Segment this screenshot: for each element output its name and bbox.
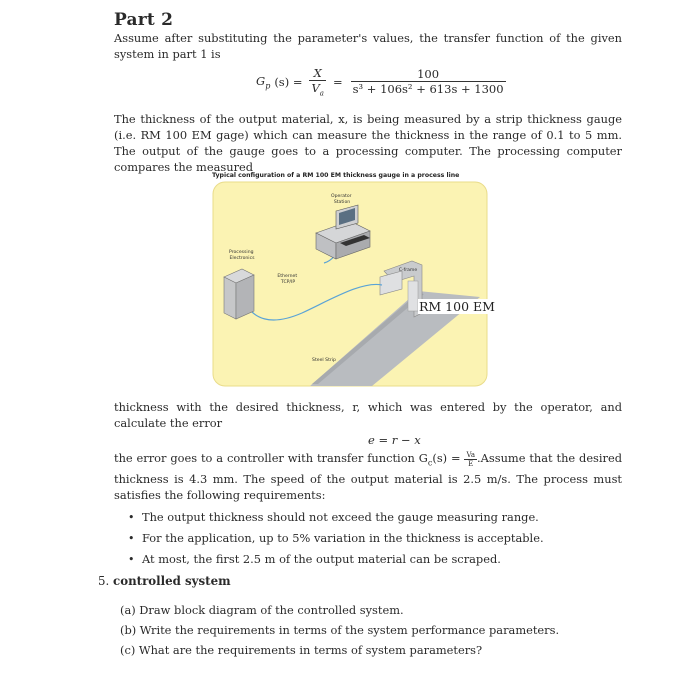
c-frame-label: C-frame [398, 268, 418, 273]
operator-station-label: Operator Station [330, 194, 352, 205]
list-item: (c) What are the requirements in terms of system parameters? [120, 643, 483, 657]
question-list [120, 600, 559, 660]
gauge-configuration-figure [212, 181, 488, 387]
intro-paragraph: Assume after substituting the parameter's values, the transfer function of the given system in part 1 is [114, 31, 622, 61]
requirements-list [128, 507, 544, 570]
list-item: • For the application, up to 5% variation in the thickness is acceptable. [128, 531, 544, 545]
processing-electronics-cabinet [224, 269, 254, 319]
section-heading: 5. controlled system [98, 574, 231, 588]
error-equation: e = r − x [368, 433, 421, 447]
rm-100-em-label: RM 100 EM [419, 299, 495, 314]
transfer-function-equation: $G_p$ (s) = $\frac{X}{V_a}$ = $\frac{100}{\text{s³ + 106s² + 613s + 1300}}$ [256, 66, 504, 98]
ethernet-label: Ethernet TCP/IP [277, 274, 298, 285]
error-paragraph: thickness with the desired thickness, r, which was entered by the operator, and calculate the error [114, 400, 622, 430]
list-item: • The output thickness should not exceed the gauge measuring range. [128, 510, 539, 524]
figure-caption: Typical configuration of a RM 100 EM thickness gauge in a process line [212, 172, 460, 179]
gauge-description-paragraph: The thickness of the output material, x, is being measured by a strip thickness gauge (i.e. RM 100 EM gage) which can measure the thickness in the range of 0.1 to 5 mm. The output of the gauge goes to a processing computer. The processing computer compares the measured [114, 112, 622, 174]
steel-strip-label: Steel Strip [312, 358, 336, 363]
part-heading: Part 2 [114, 10, 174, 30]
list-item: • At most, the first 2.5 m of the output material can be scraped. [128, 552, 501, 566]
controller-paragraph: the error goes to a controller with transfer function $G_c(s)$ = $\frac{Va}{E}$ .Assume that the desired thickness is 4.3 mm. The speed of the output material is 2.5 m/s. The process must satisfies the following requirements: [114, 450, 623, 503]
processing-electronics-label: Processing Electronics [229, 250, 255, 261]
list-item: (a) Draw block diagram of the controlled system. [120, 603, 404, 617]
list-item: (b) Write the requirements in terms of the system performance parameters. [120, 623, 560, 637]
